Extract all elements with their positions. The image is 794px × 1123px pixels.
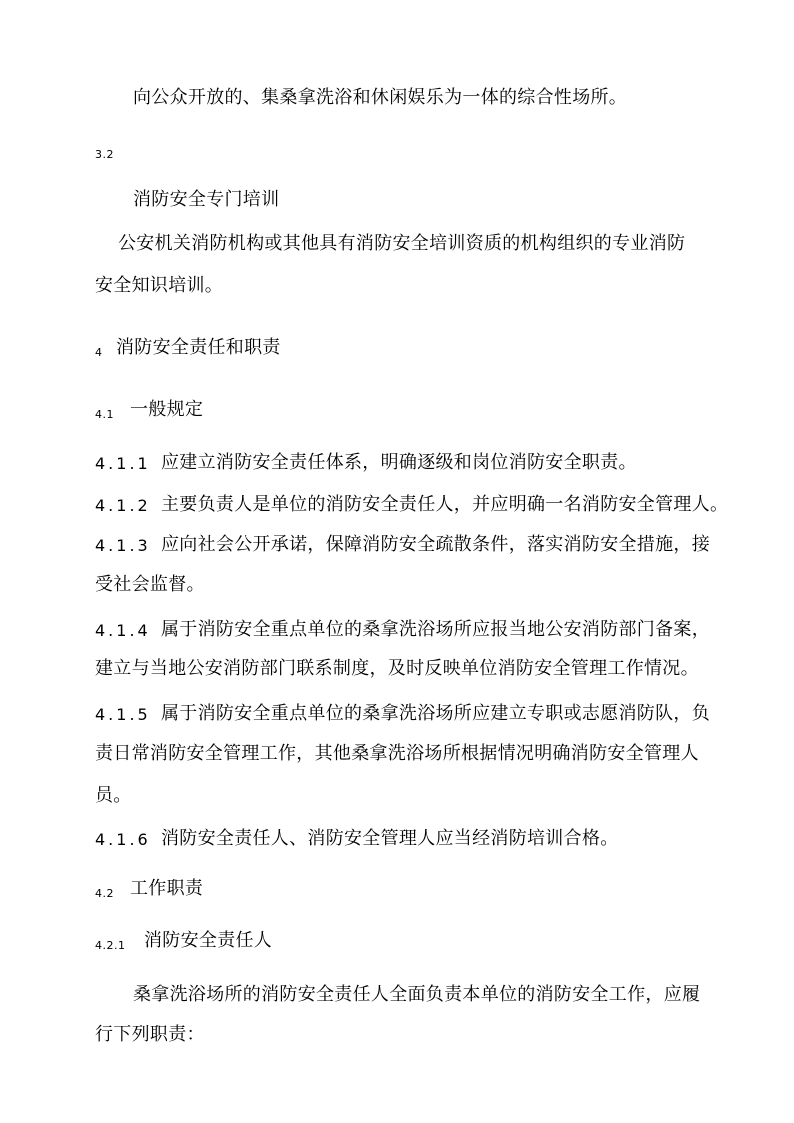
section-number-4-1: 4.1 [95, 408, 114, 421]
intro-line: 向公众开放的、集桑拿洗浴和休闲娱乐为一体的综合性场所。 [133, 87, 628, 108]
section-title-4-1: 一般规定 [130, 399, 204, 420]
item-number-4-1-6: 4.1.6 [95, 830, 151, 849]
item-text-4-1-5-line3: 员。 [95, 785, 132, 806]
item-number-4-1-2: 4.1.2 [95, 496, 151, 515]
section-title-3-2: 消防安全专门培训 [133, 189, 280, 210]
item-text-4-1-1: 应建立消防安全责任体系，明确逐级和岗位消防安全职责。 [161, 452, 637, 473]
item-number-4-1-4: 4.1.4 [95, 621, 151, 640]
section-number-4-2-1: 4.2.1 [95, 939, 126, 952]
item-text-4-1-3-line2: 受社会监督。 [95, 574, 205, 595]
section-number-3-2: 3.2 [95, 148, 114, 161]
item-number-4-1-5: 4.1.5 [95, 705, 151, 724]
item-number-4-1-3: 4.1.3 [95, 536, 151, 555]
item-text-4-1-4-line1: 属于消防安全重点单位的桑拿洗浴场所应报当地公安消防部门备案， [161, 619, 710, 640]
section-body-4-2-1-line2: 行下列职责： [95, 1024, 205, 1045]
section-title-4: 消防安全责任和职责 [116, 337, 281, 358]
item-text-4-1-6: 消防安全责任人、消防安全管理人应当经消防培训合格。 [161, 828, 619, 849]
item-text-4-1-4-line2: 建立与当地公安消防部门联系制度，及时反映单位消防安全管理工作情况。 [95, 658, 699, 679]
item-text-4-1-5-line1: 属于消防安全重点单位的桑拿洗浴场所应建立专职或志愿消防队，负 [161, 703, 710, 724]
section-body-4-2-1-line1: 桑拿洗浴场所的消防安全责任人全面负责本单位的消防安全工作，应履 [133, 984, 701, 1005]
section-number-4: 4 [95, 346, 103, 359]
section-title-4-2: 工作职责 [130, 878, 204, 899]
item-text-4-1-3-line1: 应向社会公开承诺，保障消防安全疏散条件，落实消防安全措施，接 [161, 534, 710, 555]
item-number-4-1-1: 4.1.1 [95, 454, 151, 473]
section-title-4-2-1: 消防安全责任人 [144, 930, 273, 951]
item-text-4-1-5-line2: 责日常消防安全管理工作，其他桑拿洗浴场所根据情况明确消防安全管理人 [95, 743, 699, 764]
section-body-3-2-line2: 安全知识培训。 [95, 275, 224, 296]
section-number-4-2: 4.2 [95, 887, 114, 900]
section-body-3-2-line1: 公安机关消防机构或其他具有消防安全培训资质的机构组织的专业消防 [118, 233, 686, 254]
item-text-4-1-2: 主要负责人是单位的消防安全责任人，并应明确一名消防安全管理人。 [161, 494, 729, 515]
